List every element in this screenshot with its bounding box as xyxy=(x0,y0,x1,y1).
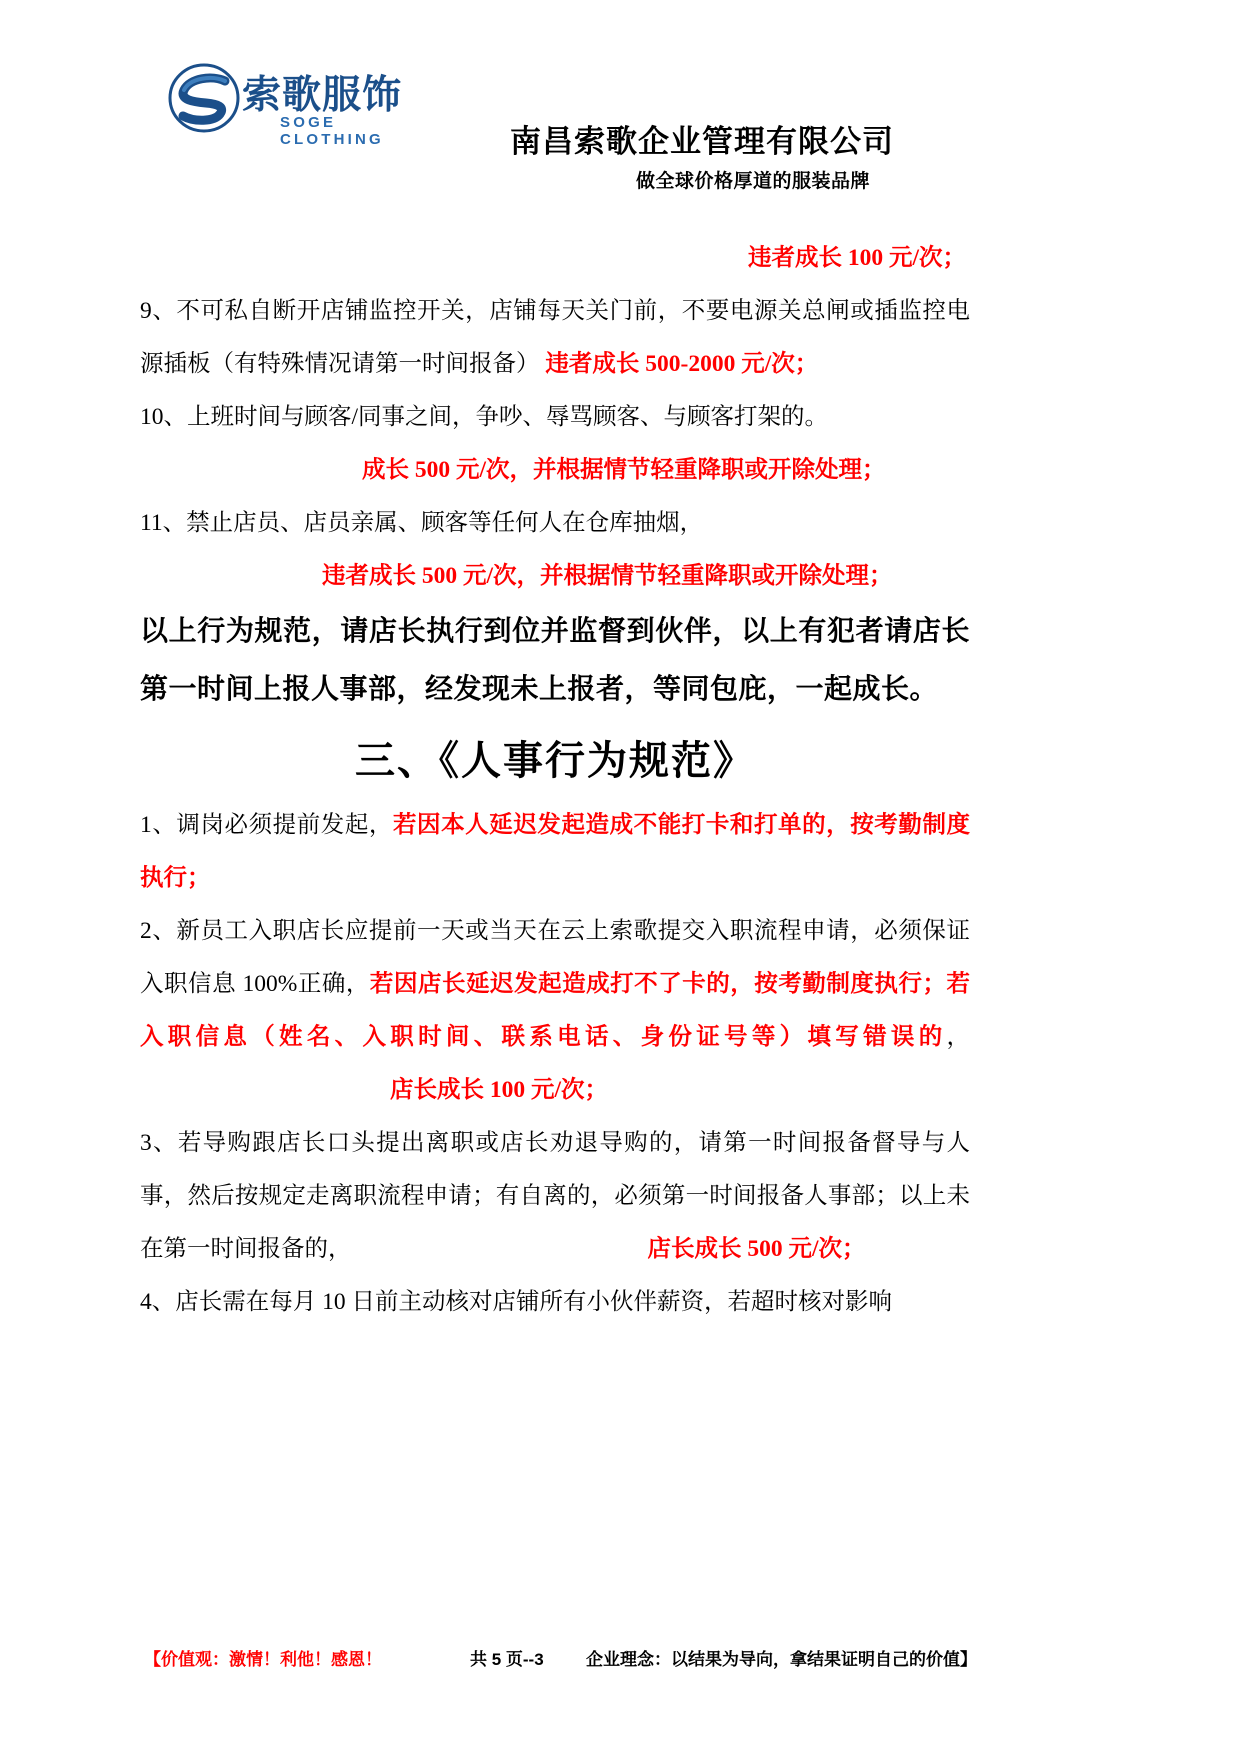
hr-item-3 xyxy=(140,1117,970,1276)
hr-item-1-penalty: 若因本人延迟发起造成不能打卡和打单的，按考勤制度执行； xyxy=(140,812,971,891)
rule-item-10: 10、上班时间与顾客/同事之间，争吵、辱骂顾客、与顾客打架的。 xyxy=(140,404,829,430)
rule-item-10-penalty: 成长 500 元/次，并根据情节轻重降职或开除处理； xyxy=(362,457,886,483)
document-body xyxy=(140,232,970,1329)
footer-page-number: 共 5 页--3 xyxy=(470,1650,544,1669)
rule-item-11-penalty: 违者成长 500 元/次，并根据情节轻重降职或开除处理； xyxy=(322,563,893,589)
hr-item-2-comma: ， xyxy=(946,1024,970,1050)
rule-item-11: 11、禁止店员、店员亲属、顾客等任何人在仓库抽烟， xyxy=(140,510,704,536)
s-swoosh-logo-icon xyxy=(168,62,240,134)
footer-values: 【价值观：激情！利他！感恩！ xyxy=(144,1650,382,1669)
hr-item-4: 4、店长需在每月 10 日前主动核对店铺所有小伙伴薪资，若超时核对影响 xyxy=(140,1289,892,1315)
rules-summary: 以上行为规范，请店长执行到位并监督到伙伴，以上有犯者请店长第一时间上报人事部，经发现未上报者，等同包庇，一起成长。 xyxy=(140,616,970,705)
rule-item-9-penalty: 违者成长 500-2000 元/次； xyxy=(545,351,819,377)
hr-item-2-penalty: 店长成长 100 元/次； xyxy=(390,1077,609,1103)
rule-item-9-text: 9、不可私自断开店铺监控开关，店铺每天关门前，不要电源关总闸或插监控电源插板（有特殊情况请第一时间报备） xyxy=(140,298,970,377)
section-title: 三、《人事行为规范》 xyxy=(355,738,755,783)
document-footer xyxy=(0,1645,1240,1675)
company-logo xyxy=(168,58,428,150)
hr-item-3-penalty: 店长成长 500 元/次； xyxy=(647,1236,866,1262)
logo-text-en: SOGE CLOTHING xyxy=(280,114,384,148)
hr-item-2 xyxy=(140,905,970,1117)
footer-philosophy: 企业理念：以结果为导向，拿结果证明自己的价值】 xyxy=(586,1650,977,1669)
rule-item-9 xyxy=(140,285,970,391)
hr-item-2-red: 若因店长延迟发起造成打不了卡的，按考勤制度执行；若入职信息（姓名、入职时间、联系电话、身份证号等）填写错误的 xyxy=(140,971,971,1050)
hr-item-3-text: 3、若导购跟店长口头提出离职或店长劝退导购的，请第一时间报备督导与人事，然后按规定走离职流程申请；有自离的，必须第一时间报备人事部；以上未在第一时间报备的， xyxy=(140,1130,970,1262)
hr-item-1 xyxy=(140,799,970,905)
company-slogan: 做全球价格厚道的服装品牌 xyxy=(636,171,871,192)
hr-item-1-text: 1、调岗必须提前发起， xyxy=(140,812,393,838)
hr-item-2-text: 2、新员工入职店长应提前一天或当天在云上索歌提交入职流程申请，必须保证入职信息 100%正确， xyxy=(140,918,970,997)
top-penalty-line: 违者成长 100 元/次； xyxy=(747,245,966,271)
document-header xyxy=(0,48,1240,208)
logo-text-cn: 索歌服饰 xyxy=(242,74,403,117)
company-name: 南昌索歌企业管理有限公司 xyxy=(510,124,894,159)
